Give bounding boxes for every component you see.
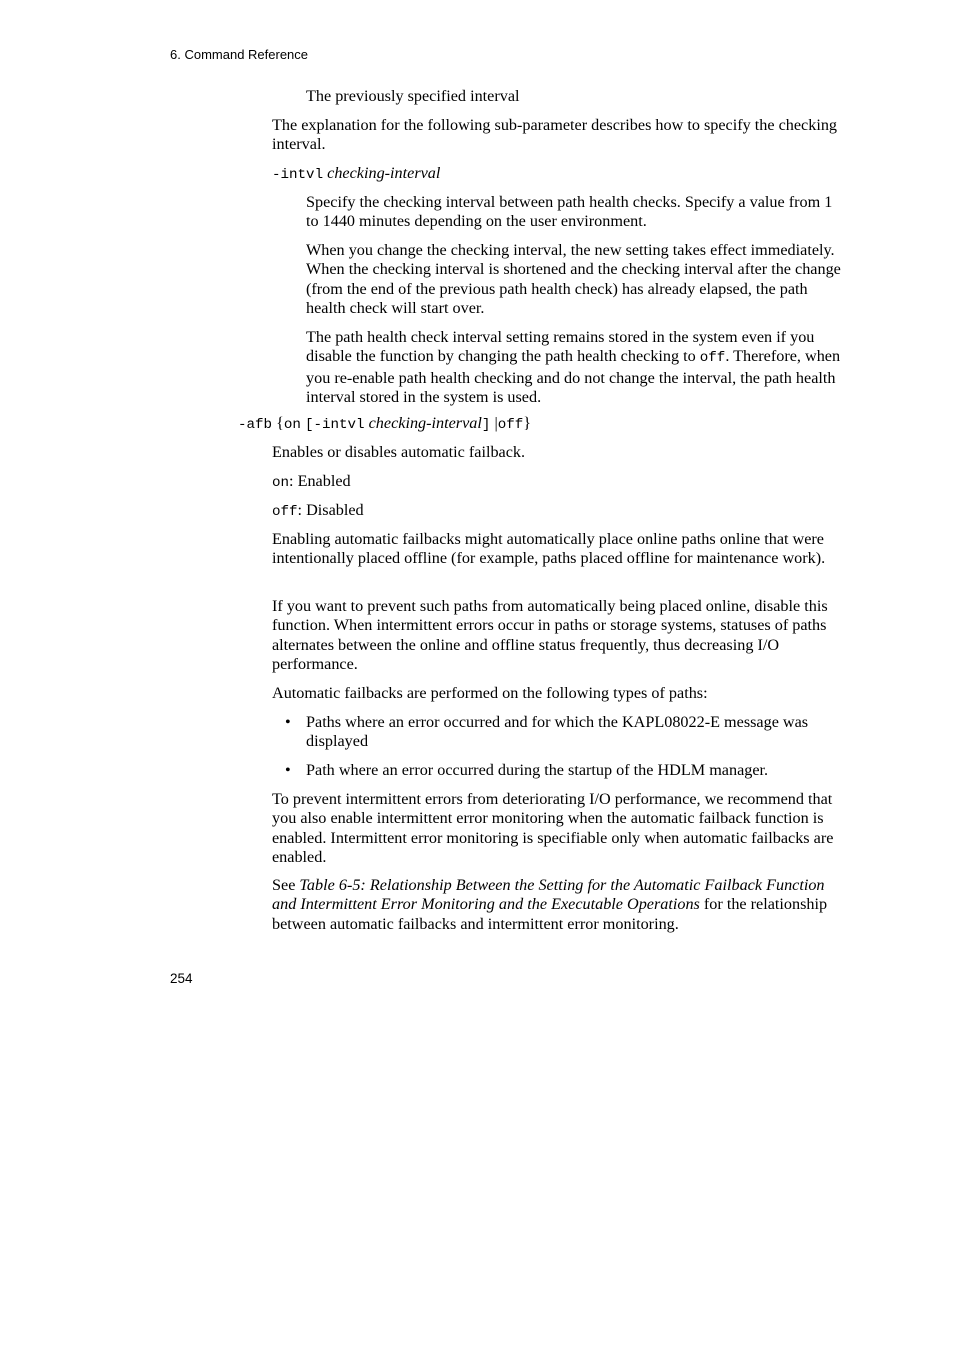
brace-close: } [523,414,532,432]
bullet-marker: • [285,761,291,779]
list-item: Path where an error occurred during the startup of the HDLM manager. [306,761,769,779]
see-reference-paragraph [272,876,842,934]
on-value-line [272,472,842,493]
afb-on-code: on [283,417,301,433]
off-value-line [272,501,842,522]
bullet-marker: • [285,713,291,731]
brace-open: { [276,414,284,432]
intvl-description-2: When you change the checking interval, the new setting takes effect immediately. When the checking interval is shortened and the checking interval after the change (from the end of the previous path health check) has already elapsed, the path health check will start over. [306,241,841,317]
afb-paragraph-1: Enabling automatic failbacks might automatically place online paths online that were intentionally placed offline (for example, paths placed offline for maintenance work). [272,530,826,568]
afb-option-code: -afb [238,417,273,433]
on-label: : Enabled [289,472,351,490]
running-header: 6. Command Reference [170,47,309,62]
intvl-option-code: -intvl [272,167,324,183]
off-code: off [699,350,726,367]
intvl-argument: checking-interval [327,164,441,182]
afb-off-code: off [497,417,524,433]
table-reference-link[interactable]: Table 6-5: Relationship Between the Setting for the Automatic Failback Function and Intermittent Error Monitoring and the Executable Operations [272,876,825,914]
page-number: 254 [170,971,193,986]
pipe: | [494,414,498,432]
bracket-close: ] [481,417,491,433]
bracket-open: [ [304,417,314,433]
previous-interval-text: The previously specified interval [306,87,520,105]
afb-intvl-code: -intvl [313,417,365,433]
intvl-desc3-text-a: The path health check interval setting remains stored in the system even if you disable the function by changing the path health checking to [306,328,815,366]
afb-paragraph-3: Automatic failbacks are performed on the following types of paths: [272,684,708,702]
afb-paragraph-4: To prevent intermittent errors from deteriorating I/O performance, we recommend that you also enable intermittent error monitoring when the automatic failback function is enabled. Intermittent error monitoring is specifiable only when automatic failbacks are enabled. [272,790,834,866]
see-suffix: for the relationship between automatic failbacks and intermittent error monitoring. [272,895,828,933]
off-label: : Disabled [297,501,364,519]
off-value-code: off [272,504,298,520]
afb-argument: checking-interval [368,414,482,432]
list-item: Paths where an error occurred and for which the KAPL08022-E message was displayed [306,713,809,751]
intvl-parameter-heading [272,164,842,185]
afb-parameter-heading [238,414,848,435]
intvl-description-1: Specify the checking interval between path health checks. Specify a value from 1 to 1440 minutes depending on the user environment. [306,193,833,231]
afb-description: Enables or disables automatic failback. [272,443,526,461]
intvl-desc3-text-b: . Therefore, when you re-enable path health checking and do not change the interval, the path health interval stored in the system is used. [306,347,841,406]
see-prefix: See [272,876,300,894]
on-code: on [272,475,290,491]
explanation-paragraph: The explanation for the following sub-parameter describes how to specify the checking interval. [272,116,838,154]
afb-paragraph-2: If you want to prevent such paths from automatically being placed online, disable this function. When intermittent errors occur in paths or storage systems, statuses of paths alternates between the online and offline status frequently, thus decreasing I/O performance. [272,597,828,673]
intvl-description-3 [306,328,842,407]
